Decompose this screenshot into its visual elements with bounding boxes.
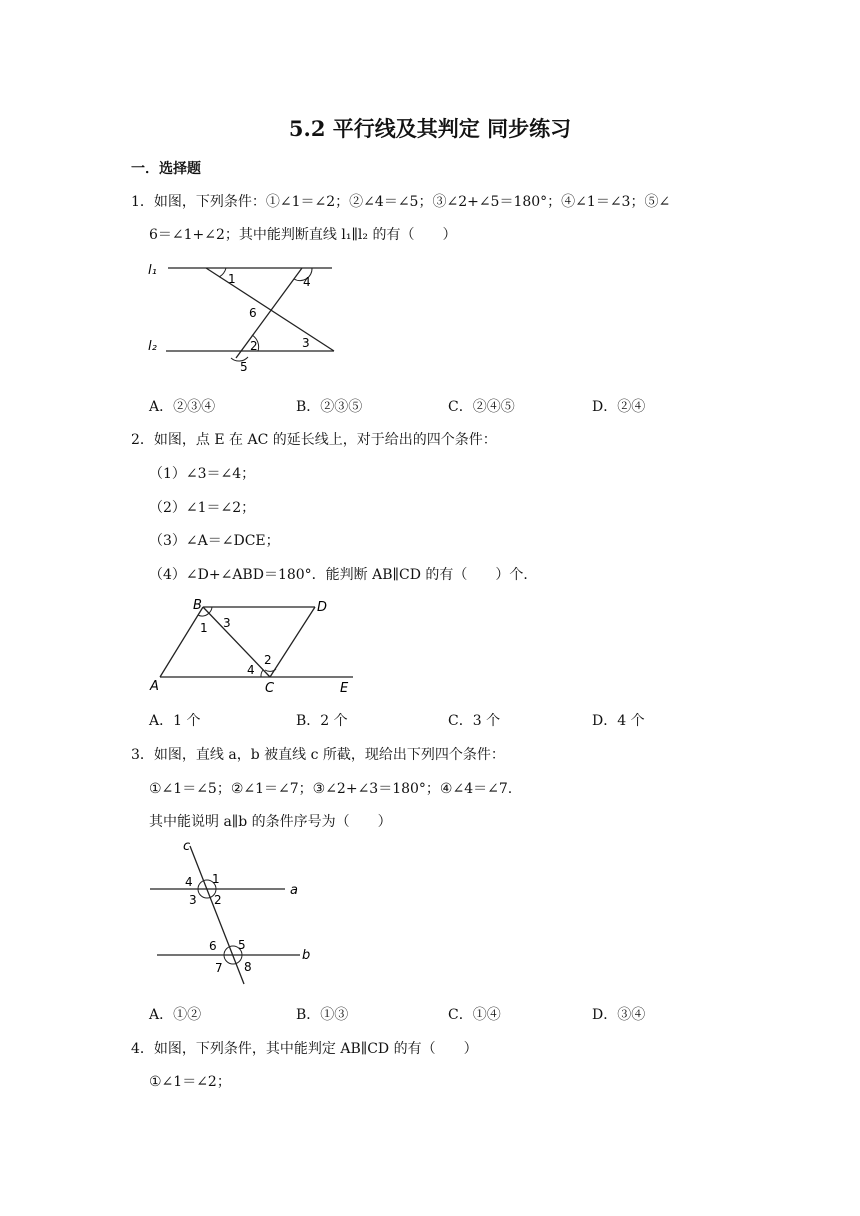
q2-segment-ab [160,607,203,677]
q4-condition-1: ①∠1＝∠2； [149,1074,231,1090]
q3-option-c: C．①④ [448,1007,501,1023]
q2-condition-4: （4）∠D+∠ABD＝180°．能判断 AB∥CD 的有（ ）个． [149,567,538,583]
q2-figure [145,595,360,695]
q2-stem: 2．如图，点 E 在 AC 的延长线上，对于给出的四个条件： [131,432,497,448]
q3-angle-2: 2 [214,893,222,907]
q1-option-c: C．②④⑤ [448,399,515,415]
q4-stem: 4．如图，下列条件，其中能判定 AB∥CD 的有（ ） [131,1041,478,1057]
q1-angle-4: 4 [303,275,311,289]
q3-option-b: B．①③ [296,1007,349,1023]
q2-condition-3: （3）∠A＝∠DCE； [149,533,280,549]
page-title: 5.2 平行线及其判定 同步练习 [288,116,572,141]
q1-label-l1: l₁ [148,263,157,278]
q3-angle-8: 8 [244,960,252,974]
q2-option-b: B．2 个 [296,713,348,729]
section-heading: 一．选择题 [131,161,201,177]
q2-angle-3: 3 [223,616,231,630]
q3-angle-1: 1 [212,872,220,886]
q1-angle-3: 3 [302,336,310,350]
q1-stem-line1: 1．如图，下列条件：①∠1＝∠2；②∠4＝∠5；③∠2+∠5＝180°；④∠1＝∠3；⑤∠ [131,194,671,210]
q1-angle-5: 5 [240,360,248,374]
q3-figure [140,838,325,993]
q2-condition-2: （2）∠1＝∠2； [149,500,256,516]
q3-angle-3: 3 [189,893,197,907]
q3-stem: 3．如图，直线 a，b 被直线 c 所截，现给出下列四个条件： [131,747,505,763]
q2-label-b: B [193,598,202,613]
q1-option-a: A．②③④ [149,399,216,415]
q1-transversal-1 [206,268,334,351]
q1-figure [140,255,350,375]
q2-option-a: A．1 个 [149,713,201,729]
q2-angle-1: 1 [200,621,208,635]
q2-label-c: C [265,681,275,695]
q1-stem-line2: 6＝∠1+∠2；其中能判断直线 l₁∥l₂ 的有（ ） [149,227,457,243]
q2-angle-4: 4 [247,663,255,677]
q2-label-e: E [340,681,349,695]
q1-angle-2: 2 [250,339,258,353]
q3-label-a: a [290,883,298,898]
q3-angle-4: 4 [185,875,193,889]
q3-option-d: D．③④ [592,1007,646,1023]
q2-condition-1: （1）∠3＝∠4； [149,466,256,482]
q2-label-a: A [150,679,159,694]
q3-question: 其中能说明 a∥b 的条件序号为（ ） [149,814,392,830]
q3-option-a: A．①② [149,1007,202,1023]
q3-label-c: c [183,839,191,854]
q2-angle-2: 2 [264,653,272,667]
q1-transversal-2 [236,268,302,358]
q1-option-d: D．②④ [592,399,646,415]
q2-option-c: C．3 个 [448,713,501,729]
q1-angle-1: 1 [228,272,236,286]
q2-segment-bc [203,607,270,677]
q3-angle-5: 5 [238,938,246,952]
q1-label-l2: l₂ [148,339,157,354]
q3-angle-6: 6 [209,939,217,953]
q3-angle-7: 7 [215,961,223,975]
q1-angle-6: 6 [249,306,257,320]
q3-label-b: b [302,948,311,963]
q2-label-d: D [317,600,328,615]
q3-conditions: ①∠1＝∠5；②∠1＝∠7；③∠2+∠3＝180°；④∠4＝∠7. [149,781,513,797]
q2-segment-cd [270,607,315,677]
q1-option-b: B．②③⑤ [296,399,363,415]
q2-option-d: D．4 个 [592,713,645,729]
